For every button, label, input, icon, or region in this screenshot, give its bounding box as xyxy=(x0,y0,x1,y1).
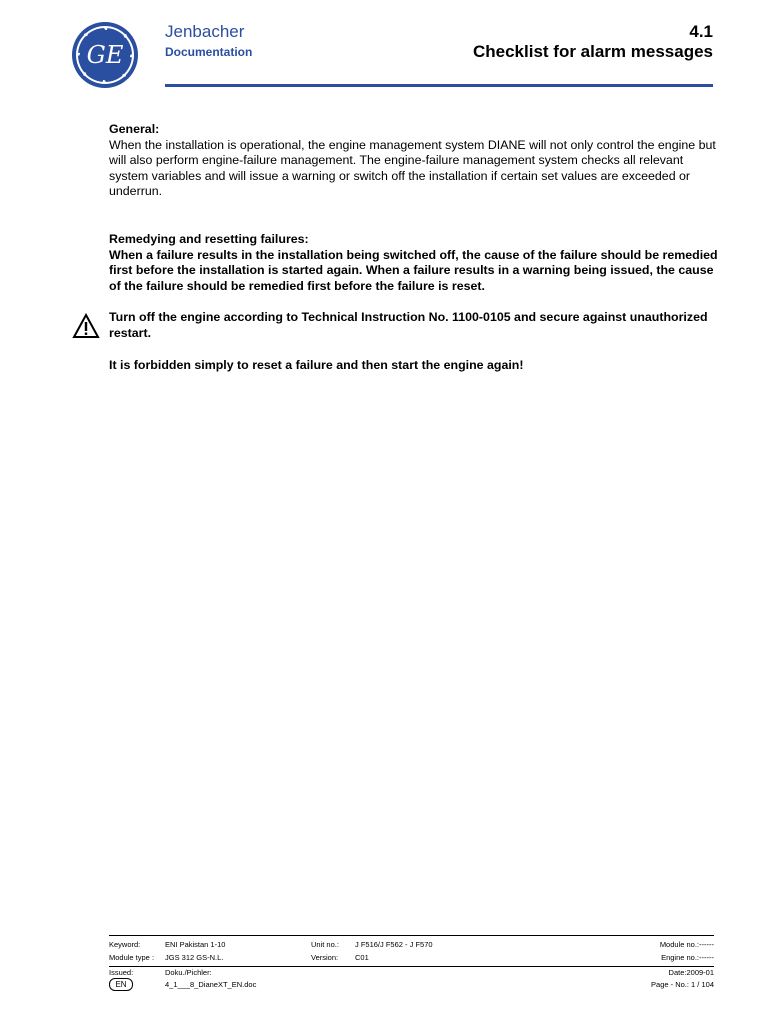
warning-triangle-icon xyxy=(72,313,100,339)
issue-date: Date:2009-01 xyxy=(668,968,714,977)
version-label: Version: xyxy=(311,953,339,962)
ge-logo xyxy=(71,21,139,89)
general-heading: General: xyxy=(109,122,160,136)
document-body xyxy=(109,122,719,373)
module-type-label: Module type : xyxy=(109,953,155,962)
version-value: C01 xyxy=(355,953,369,962)
unit-no-label: Unit no.: xyxy=(311,940,339,949)
brand-subtitle: Documentation xyxy=(165,45,253,59)
remedy-paragraph: When a failure results in the installation being switched off, the cause of the failure should be remedied first before the installation is started again. When a failure results in a warning being issued, the cause of the failure should be remedied first before the failure is reset. xyxy=(109,247,718,293)
module-type-value: JGS 312 GS-N.L. xyxy=(165,953,224,962)
module-no: Module no.:------ xyxy=(659,940,714,949)
footer-divider-bottom xyxy=(109,966,714,967)
remedy-heading: Remedying and resetting failures: xyxy=(109,231,309,246)
header-divider xyxy=(165,84,713,87)
language-badge: EN xyxy=(109,978,133,991)
engine-no: Engine no.:------ xyxy=(661,953,714,962)
issued-label: Issued: xyxy=(109,968,134,977)
unit-no-value: J F516/J F562 - J F570 xyxy=(355,940,433,949)
brand-name: Jenbacher xyxy=(165,22,245,41)
warning-paragraph: Turn off the engine according to Technical Instruction No. 1100-0105 and secure against unauthorized restart. xyxy=(109,310,708,340)
page-number: Page - No.: 1 / 104 xyxy=(651,980,714,989)
keyword-label: Keyword: xyxy=(109,940,141,949)
section-number: 4.1 xyxy=(689,22,713,41)
file-name: 4_1___8_DianeXT_EN.doc xyxy=(165,980,257,989)
general-paragraph: When the installation is operational, the engine management system DIANE will not only control the engine but will also perform engine-failure management. The engine-failure management system checks all relevant system variables and will issue a warning or switch off the installation if certain set values are exceeded or underrun. xyxy=(109,137,716,199)
footer-divider-top xyxy=(109,935,714,936)
page-title: Checklist for alarm messages xyxy=(472,42,713,61)
svg-text:GE: GE xyxy=(86,41,124,69)
issued-value: Doku./Pichler: xyxy=(165,968,212,977)
keyword-value: ENI Pakistan 1-10 xyxy=(165,940,226,949)
forbidden-paragraph: It is forbidden simply to reset a failure and then start the engine again! xyxy=(109,357,524,372)
